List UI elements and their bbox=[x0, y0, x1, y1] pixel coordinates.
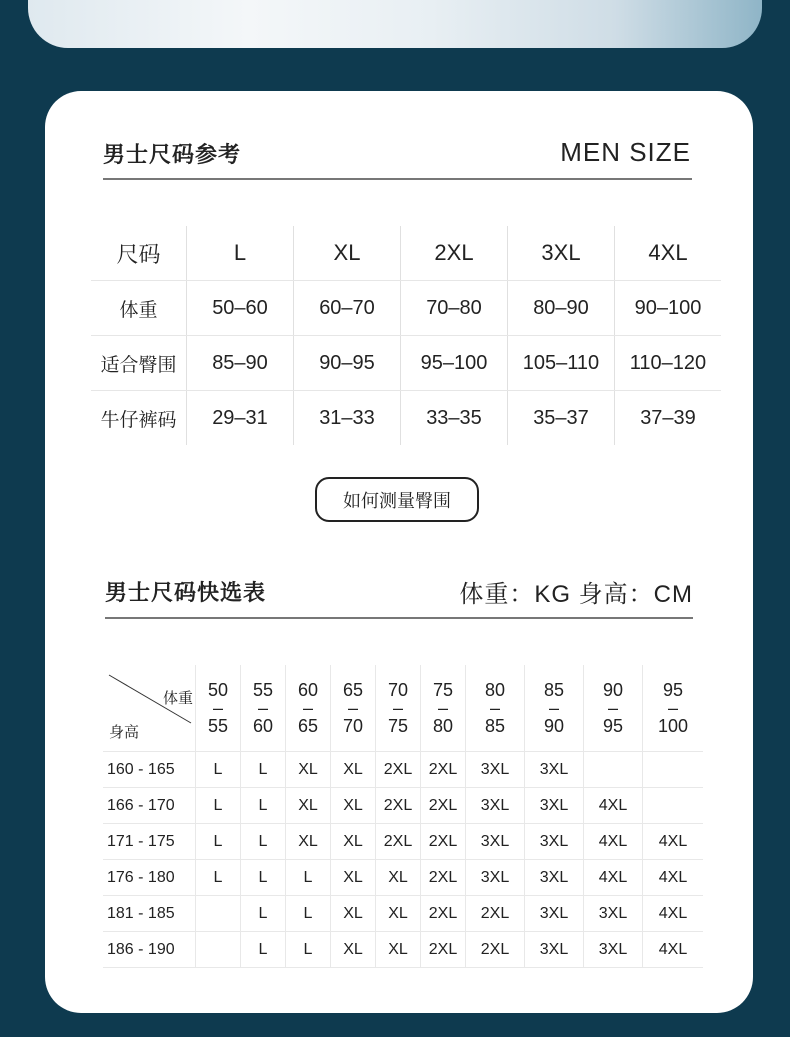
size-recommendation-cell bbox=[584, 752, 643, 788]
size-cell: 4XL bbox=[615, 226, 722, 281]
size-recommendation-cell: L bbox=[241, 788, 286, 824]
height-range-label: 181 - 185 bbox=[103, 896, 196, 932]
size-recommendation-cell: 4XL bbox=[643, 860, 704, 896]
size-recommendation-cell: 3XL bbox=[525, 860, 584, 896]
size-recommendation-cell: 4XL bbox=[643, 824, 704, 860]
size-recommendation-cell: L bbox=[241, 824, 286, 860]
weight-max: 90 bbox=[543, 716, 565, 736]
weight-max: 65 bbox=[297, 716, 319, 736]
size-cell: XL bbox=[294, 226, 401, 281]
weight-range-header bbox=[196, 665, 241, 752]
size-cell: 2XL bbox=[401, 226, 508, 281]
size-row-label: 适合臀围 bbox=[91, 336, 187, 391]
size-recommendation-cell: L bbox=[196, 752, 241, 788]
weight-min: 95 bbox=[662, 680, 684, 700]
size-recommendation-cell: 2XL bbox=[376, 788, 421, 824]
size-cell: 95–100 bbox=[401, 336, 508, 391]
size-cell: 90–100 bbox=[615, 281, 722, 336]
size-recommendation-cell: XL bbox=[376, 896, 421, 932]
size-cell: 50–60 bbox=[187, 281, 294, 336]
size-recommendation-cell: XL bbox=[331, 896, 376, 932]
quick-table-row bbox=[103, 824, 703, 860]
weight-min: 75 bbox=[432, 680, 454, 700]
size-recommendation-cell: 4XL bbox=[643, 896, 704, 932]
weight-range-header bbox=[421, 665, 466, 752]
top-banner-image bbox=[28, 0, 762, 48]
size-cell: 70–80 bbox=[401, 281, 508, 336]
size-cell: 37–39 bbox=[615, 391, 722, 446]
size-recommendation-cell: L bbox=[286, 932, 331, 968]
size-cell: 60–70 bbox=[294, 281, 401, 336]
size-recommendation-cell: XL bbox=[286, 824, 331, 860]
size-recommendation-cell: 4XL bbox=[584, 788, 643, 824]
corner-height-label: 身高 bbox=[109, 724, 140, 741]
quick-table-row bbox=[103, 860, 703, 896]
weight-dash: – bbox=[548, 698, 559, 718]
size-cell: 90–95 bbox=[294, 336, 401, 391]
weight-min: 80 bbox=[484, 680, 506, 700]
weight-max: 70 bbox=[342, 716, 364, 736]
size-recommendation-cell: 3XL bbox=[466, 824, 525, 860]
weight-dash: – bbox=[257, 698, 268, 718]
size-recommendation-cell: 2XL bbox=[421, 896, 466, 932]
size-row-label: 体重 bbox=[91, 281, 187, 336]
size-recommendation-cell: XL bbox=[376, 860, 421, 896]
weight-max: 75 bbox=[387, 716, 409, 736]
size-recommendation-cell: 3XL bbox=[525, 788, 584, 824]
size-recommendation-cell: L bbox=[241, 752, 286, 788]
corner-cell bbox=[103, 665, 196, 752]
size-recommendation-cell: XL bbox=[331, 788, 376, 824]
weight-dash: – bbox=[607, 698, 618, 718]
size-cell: L bbox=[187, 226, 294, 281]
quick-table-header-row bbox=[103, 665, 703, 752]
weight-range-header bbox=[286, 665, 331, 752]
corner-weight-label: 体重 bbox=[162, 690, 193, 707]
size-recommendation-cell: L bbox=[286, 896, 331, 932]
section2-divider bbox=[105, 617, 693, 619]
weight-range-header bbox=[584, 665, 643, 752]
size-guide-card bbox=[45, 91, 753, 1013]
weight-dash: – bbox=[212, 698, 223, 718]
size-recommendation-cell: 3XL bbox=[466, 788, 525, 824]
weight-max: 60 bbox=[252, 716, 274, 736]
weight-min: 55 bbox=[252, 680, 274, 700]
size-recommendation-cell: XL bbox=[286, 788, 331, 824]
size-row-label: 尺码 bbox=[91, 226, 187, 281]
weight-min: 90 bbox=[602, 680, 624, 700]
measure-hip-button[interactable]: 如何测量臀围 bbox=[315, 477, 479, 522]
size-table-row bbox=[91, 281, 721, 336]
size-table-header-row bbox=[91, 226, 721, 281]
size-recommendation-cell: 3XL bbox=[525, 824, 584, 860]
size-recommendation-cell: 2XL bbox=[421, 932, 466, 968]
size-recommendation-cell: 3XL bbox=[525, 896, 584, 932]
height-range-label: 176 - 180 bbox=[103, 860, 196, 896]
size-row-label: 牛仔裤码 bbox=[100, 409, 177, 431]
weight-max: 100 bbox=[657, 716, 689, 736]
size-recommendation-cell: 2XL bbox=[376, 824, 421, 860]
size-cell: 31–33 bbox=[294, 391, 401, 446]
size-cell: 35–37 bbox=[508, 391, 615, 446]
size-recommendation-cell: XL bbox=[331, 752, 376, 788]
weight-dash: – bbox=[302, 698, 313, 718]
weight-dash: – bbox=[437, 698, 448, 718]
size-recommendation-cell: 3XL bbox=[584, 896, 643, 932]
weight-max: 85 bbox=[484, 716, 506, 736]
weight-min: 60 bbox=[297, 680, 319, 700]
size-cell: 29–31 bbox=[187, 391, 294, 446]
size-recommendation-cell: 2XL bbox=[421, 788, 466, 824]
size-recommendation-cell: 3XL bbox=[525, 932, 584, 968]
section1-divider bbox=[103, 178, 692, 180]
size-recommendation-cell: XL bbox=[376, 932, 421, 968]
size-recommendation-cell: L bbox=[196, 788, 241, 824]
weight-min: 85 bbox=[543, 680, 565, 700]
section2-right-label: 体重：KG 身高：CM bbox=[459, 581, 693, 608]
size-cell: 105–110 bbox=[508, 336, 615, 391]
size-recommendation-cell: 2XL bbox=[421, 752, 466, 788]
size-recommendation-cell bbox=[196, 896, 241, 932]
weight-min: 50 bbox=[207, 680, 229, 700]
weight-min: 70 bbox=[387, 680, 409, 700]
size-recommendation-cell bbox=[196, 932, 241, 968]
weight-range-header bbox=[241, 665, 286, 752]
height-range-label: 166 - 170 bbox=[103, 788, 196, 824]
size-recommendation-cell bbox=[643, 752, 704, 788]
size-recommendation-cell: XL bbox=[331, 824, 376, 860]
weight-range-header bbox=[331, 665, 376, 752]
size-cell: 3XL bbox=[508, 226, 615, 281]
size-recommendation-cell: 4XL bbox=[584, 860, 643, 896]
weight-min: 65 bbox=[342, 680, 364, 700]
weight-max: 80 bbox=[432, 716, 454, 736]
weight-range-header bbox=[525, 665, 584, 752]
section2-title: 男士尺码快选表 bbox=[105, 580, 267, 605]
size-table-row bbox=[91, 336, 721, 391]
quick-table-row bbox=[103, 896, 703, 932]
size-recommendation-cell: 2XL bbox=[466, 932, 525, 968]
size-recommendation-cell: L bbox=[196, 860, 241, 896]
height-range-label: 186 - 190 bbox=[103, 932, 196, 968]
section1-right-label: MEN SIZE bbox=[560, 137, 691, 167]
size-recommendation-cell: 2XL bbox=[421, 860, 466, 896]
size-recommendation-cell: 3XL bbox=[466, 752, 525, 788]
weight-max: 55 bbox=[207, 716, 229, 736]
size-cell: 80–90 bbox=[508, 281, 615, 336]
weight-dash: – bbox=[347, 698, 358, 718]
size-recommendation-cell: 3XL bbox=[525, 752, 584, 788]
size-recommendation-cell bbox=[643, 788, 704, 824]
size-recommendation-cell: XL bbox=[331, 932, 376, 968]
quick-table-row bbox=[103, 752, 703, 788]
size-cell: 33–35 bbox=[401, 391, 508, 446]
size-recommendation-cell: 3XL bbox=[466, 860, 525, 896]
size-recommendation-cell: L bbox=[241, 860, 286, 896]
size-recommendation-cell: XL bbox=[331, 860, 376, 896]
size-cell: 85–90 bbox=[187, 336, 294, 391]
size-recommendation-cell: 3XL bbox=[584, 932, 643, 968]
height-range-label: 160 - 165 bbox=[103, 752, 196, 788]
weight-range-header bbox=[643, 665, 704, 752]
section1-title: 男士尺码参考 bbox=[103, 142, 242, 167]
weight-dash: – bbox=[392, 698, 403, 718]
size-recommendation-cell: L bbox=[241, 932, 286, 968]
size-recommendation-cell: XL bbox=[286, 752, 331, 788]
size-recommendation-cell: L bbox=[241, 896, 286, 932]
weight-range-header bbox=[466, 665, 525, 752]
size-recommendation-cell: 4XL bbox=[584, 824, 643, 860]
weight-range-header bbox=[376, 665, 421, 752]
size-table-row bbox=[91, 391, 721, 446]
size-recommendation-cell: 4XL bbox=[643, 932, 704, 968]
size-recommendation-cell: 2XL bbox=[421, 824, 466, 860]
weight-max: 95 bbox=[602, 716, 624, 736]
quick-size-table bbox=[103, 665, 703, 968]
weight-dash: – bbox=[489, 698, 500, 718]
quick-table-row bbox=[103, 932, 703, 968]
height-range-label: 171 - 175 bbox=[103, 824, 196, 860]
quick-table-row bbox=[103, 788, 703, 824]
size-recommendation-cell: 2XL bbox=[466, 896, 525, 932]
size-recommendation-cell: 2XL bbox=[376, 752, 421, 788]
size-cell: 110–120 bbox=[615, 336, 722, 391]
size-recommendation-cell: L bbox=[196, 824, 241, 860]
size-recommendation-cell: L bbox=[286, 860, 331, 896]
size-reference-table bbox=[91, 226, 721, 445]
weight-dash: – bbox=[667, 698, 678, 718]
